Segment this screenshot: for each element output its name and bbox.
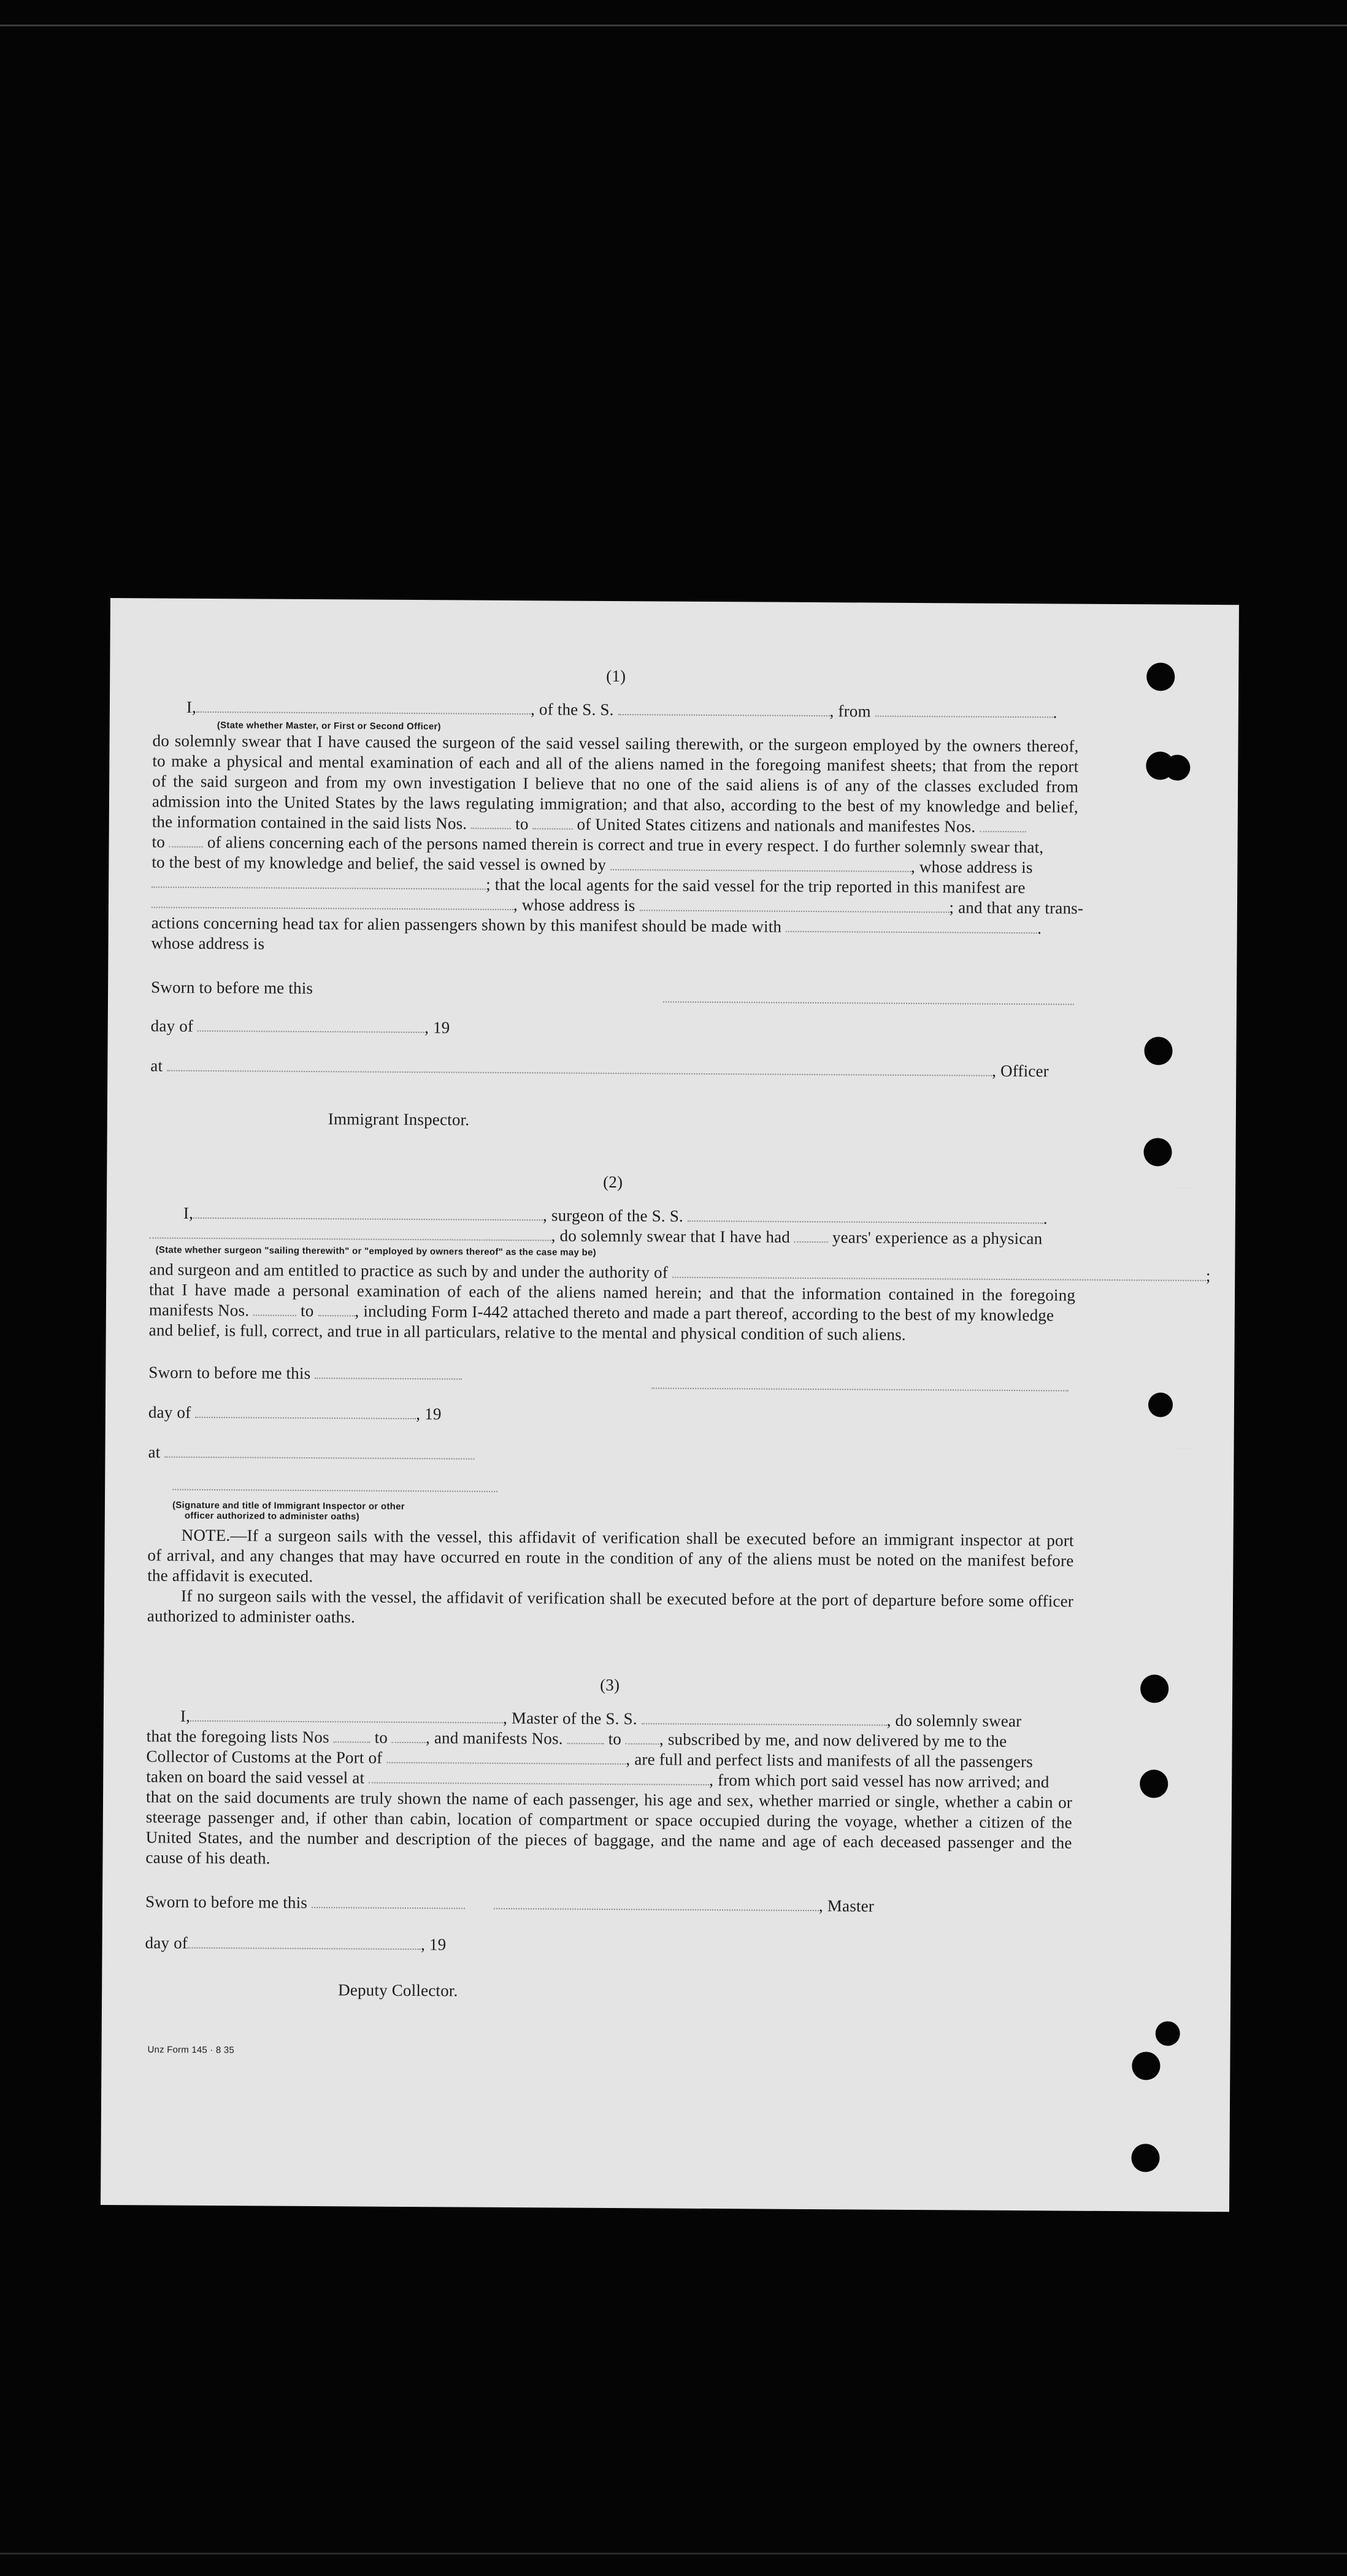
punch-hole [1156,2021,1180,2045]
citizens-label: of United States citizens and nationals and manifestes Nos. [577,815,976,836]
affidavit-2-last-line: and belief, is full, correct, and true in all particulars, relative to the mental and physical condition of such aliens. [148,1321,906,1344]
officer-label: , Officer [992,1061,1050,1081]
customs-label: Collector of Customs at the Port of [146,1747,383,1767]
period: . [1053,703,1057,722]
headtax-text: actions concerning head tax for alien passengers shown by this manifest should be made with [151,913,782,936]
from-label: , from [829,702,871,721]
vessel-name-blank [642,1711,887,1725]
manifests-label: manifests Nos. [148,1300,250,1320]
to-label: to [301,1301,314,1321]
note-line: authorized to administer oaths. [147,1606,356,1627]
list-number-blank [471,816,511,829]
place-blank [164,1444,474,1460]
section-number-1: (1) [606,666,626,686]
section-number-3: (3) [600,1675,620,1695]
punch-hole [1131,2144,1159,2172]
affidavit-3-sworn-line [145,1891,1072,1917]
of-ss-label: , of the S. S. [530,700,614,719]
note-line: the affidavit is executed. [147,1566,313,1586]
punch-hole [1140,1769,1168,1798]
master-label: , Master [818,1896,875,1915]
owner-address-blank [152,874,486,889]
day-blank [198,1018,424,1033]
swear-text: , do solemnly swear [886,1711,1022,1731]
master-signature-blank [494,1896,819,1911]
lists-label: the information contained in the said lists Nos. [152,812,467,833]
to-label: to [152,832,166,851]
affidavit-1-day-line [151,1015,1077,1041]
top-scan-border [0,25,1347,26]
signature-caption-line: (Signature and title of Immigrant Inspector or other [172,1500,405,1512]
embarkation-port-blank [369,1770,709,1785]
note-line: of arrival, and any changes that may have occurred en route in the condition of any of the aliens must be noted on the manifest before [147,1546,1074,1570]
note-line: NOTE.—If a surgeon sails with the vessel, this affidavit of verification shall be executed before an immigrant inspector at port [181,1525,1074,1550]
punch-hole [1164,755,1190,781]
punch-hole [1144,1037,1172,1065]
affidavit-content [145,598,1211,2056]
pronoun: I, [186,697,197,716]
manifest-number-blank [567,1731,604,1744]
vessel-name-blank [618,702,830,716]
affidavit-2-caption: (State whether surgeon "sailing therewith" or "employed by owners thereof" as the case may be) [155,1244,597,1258]
address-label: , whose address is [513,895,635,915]
port-blank [386,1750,626,1765]
arrived-text: , from which port said vessel has now arrived; and [709,1770,1050,1792]
punch-hole [1146,662,1175,691]
to-label: to [515,815,529,834]
vessel-name-blank [688,1208,1043,1224]
headtax-agent-blank [786,919,1037,934]
owned-label: to the best of my knowledge and belief, the said vessel is owned by [152,853,607,874]
affidavit-3-body-line: steerage passenger and, if other than cabin, location of compartment or space occupied during the voyage, whether a citizen of the [145,1807,1072,1832]
sworn-blank [315,1365,462,1379]
year-label: , 19 [424,1018,450,1037]
manifests-label: , and manifests Nos. [425,1728,563,1748]
affidavit-1-body-line: of the said surgeon and from my own investigation I believe that no one of the said aliens is of any of the classes excluded from [152,772,1079,796]
aliens-text: of aliens concerning each of the persons named therein is correct and true in every respect. I do further solemnly swear that, [207,832,1044,857]
affidavit-1-at-line [150,1055,1076,1081]
punch-hole [1148,1392,1173,1417]
affidavit-1-sworn: Sworn to before me this [151,978,313,998]
surgeon-of-label: , surgeon of the S. S. [542,1206,684,1225]
trans-text: ; and that any trans- [949,898,1084,918]
bottom-scan-border [0,2553,1347,2555]
edge-tick [1178,1187,1194,1189]
section-number-2: (2) [603,1172,623,1192]
subscribed-text: , subscribed by me, and now delivered by me to the [659,1730,1007,1750]
year-label: , 19 [416,1405,442,1424]
affidavit-2-day-line [148,1401,1075,1428]
whose-address-label: whose address is [151,933,265,953]
form-number: Unz Form 145 · 8 35 [147,2044,234,2056]
manifest-number-blank [980,819,1026,832]
day-blank [188,1935,421,1950]
day-blank [195,1405,416,1419]
owner-blank [610,857,911,872]
affidavit-3-last-line: cause of his death. [145,1848,271,1868]
affidavit-1-body-line: do solemnly swear that I have caused the surgeon of the said vessel sailing therewith, or the surgeon employed by the owners thereof, [152,731,1079,756]
address-label: , whose address is [910,857,1033,877]
agents-text: ; that the local agents for the said vessel for the trip reported in this manifest are [486,875,1026,897]
note-line: If no surgeon sails with the vessel, the affidavit of verification shall be executed before at the port of departure before some officer [180,1586,1074,1611]
affidavit-1-body-line: to make a physical and mental examination of each and all of the aliens named in the foregoing manifest sheets; that from the report [152,751,1079,776]
to-label: to [608,1729,622,1749]
year-label: , 19 [420,1935,447,1954]
master-name-blank [190,1708,503,1723]
officer-name-blank [196,699,531,715]
affidavit-2-authority-line: and surgeon and am entitled to practice as such by and under the authority of ; [149,1260,1211,1285]
experience-text: years' experience as a physican [832,1228,1043,1248]
affidavit-3-day-line [145,1932,1072,1958]
affidavit-2-body-line: that I have made a personal examination of each of the aliens named herein; and that the information contained in the foregoing [149,1280,1076,1305]
at-label: at [148,1443,161,1462]
affidavit-3-body-line: that on the said documents are truly shown the name of each passenger, his age and sex, whether married or single, whether a cabin or [145,1787,1073,1812]
master-of-label: , Master of the S. S. [502,1708,637,1728]
day-of-label: day of [145,1933,188,1952]
pronoun: I, [183,1203,194,1222]
inspector-signature-line [172,1488,497,1492]
manifest-number-blank [253,1302,296,1316]
swear-text: , do solemnly swear that I have had [551,1226,791,1246]
place-blank [167,1058,992,1076]
edge-tick [1175,1447,1191,1449]
day-of-label: day of [148,1403,191,1422]
affidavit-3-body-line: United States, and the number and description of the pieces of baggage, and the name and age of each deceased passenger and the [145,1828,1072,1852]
capacity-blank [150,1225,551,1241]
years-blank [794,1229,828,1243]
authority-text: and surgeon and am entitled to practice as such by and under the authority of [149,1260,669,1282]
affidavit-3-signer: Deputy Collector. [338,1980,458,2000]
sworn-label: Sworn to before me this [145,1892,308,1912]
form-text: , including Form I-442 attached thereto and made a part thereof, according to the best of my knowledge [355,1301,1054,1325]
signature-caption-line: officer authorized to administer oaths) [184,1510,359,1522]
sworn-blank [312,1895,465,1909]
manifest-number-blank [318,1303,355,1316]
affidavit-1-signer: Immigrant Inspector. [328,1110,470,1129]
list-number-blank [533,816,573,829]
punch-hole [1140,1674,1169,1703]
day-of-label: day of [150,1016,194,1035]
manifest-number-blank [169,834,203,848]
surgeon-name-blank [193,1205,543,1221]
affidavit-1-headtax-line: actions concerning head tax for alien passengers shown by this manifest should be made with . [151,913,1042,938]
document-page [101,598,1239,2212]
authority-blank [672,1265,1206,1281]
lists-text: , are full and perfect lists and manifests of all the passengers [626,1750,1034,1771]
to-label: to [374,1728,388,1747]
agent-address-blank [639,897,949,913]
agent-name-blank [152,894,513,910]
list-number-blank [392,1730,426,1743]
pronoun: I, [180,1706,191,1725]
departure-port-blank [875,703,1053,718]
punch-hole [1143,1138,1172,1166]
affidavit-1-body-line: admission into the United States by the laws regulating immigration; and that also, according to the best of my knowledge and belief, [152,792,1079,816]
lists-label: that the foregoing lists Nos [146,1727,329,1747]
taken-label: taken on board the said vessel at [146,1767,365,1787]
at-label: at [150,1056,163,1075]
affidavit-1-caption: (State whether Master, or First or Second Officer) [217,720,441,732]
period: . [1043,1209,1048,1228]
sworn-label: Sworn to before me this [148,1363,311,1383]
punch-hole [1132,2052,1160,2080]
manifest-number-blank [626,1731,659,1744]
list-number-blank [334,1729,370,1742]
affidavit-2-sworn [148,1362,1075,1388]
affidavit-2-at-line [148,1441,1074,1468]
